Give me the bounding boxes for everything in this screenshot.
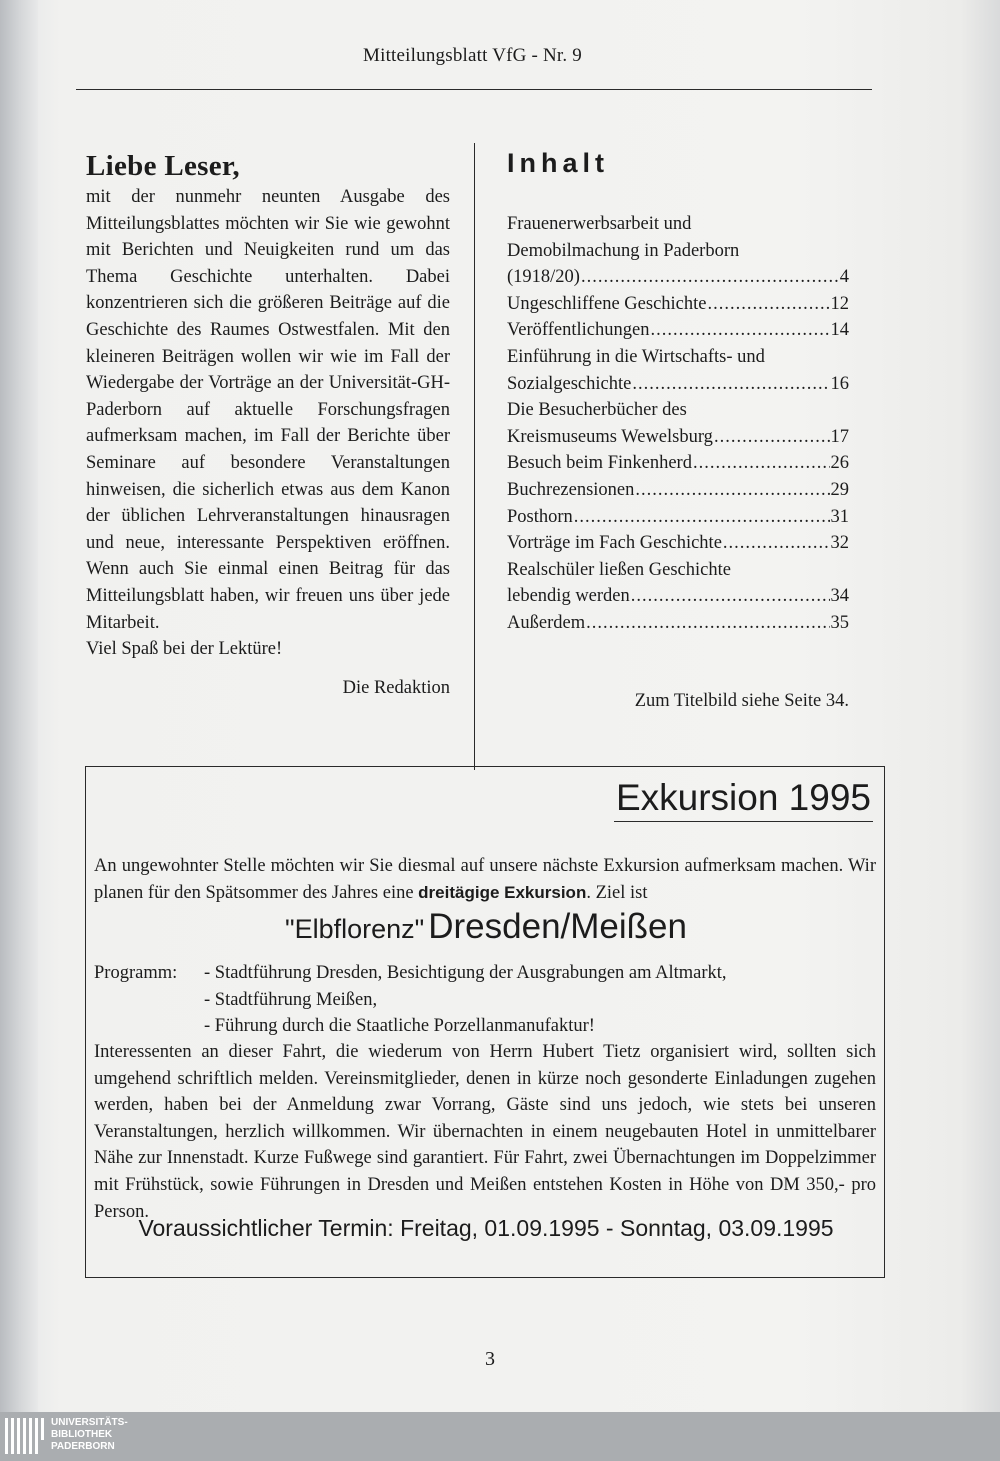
book-spine-shadow: [0, 0, 38, 1412]
toc-entry-row: [507, 477, 849, 504]
toc-entry-row: [507, 317, 849, 344]
cover-note: Zum Titelbild siehe Seite 34.: [634, 690, 849, 711]
excursion-intro-end: . Ziel ist: [586, 882, 648, 903]
editorial-body: mit der nunmehr neunten Ausgabe des Mitteilungsblattes möchten wir Sie wie gewohnt mit Berichten und Neuigkeiten rund um das Thema Geschichte unterhalten. Dabei konzentrieren sich die größeren Beiträge auf die Geschichte des Raumes Ostwestfalen. Mit den kleineren Beiträgen wollen wir wie im Fall der Wiedergabe der Vorträge an der Universität-GH-Paderborn auf aktuelle Forschungsfragen aufmerksam machen, im Fall der Berichte über Seminare auf besondere Veranstaltungen hinweisen, die sicherlich etwas aus dem Kanon der üblichen Lehrveranstaltungen hinausragen und neue, interessante Perspektiven eröffnen. Wenn auch Sie einmal einen Beitrag für das Mitteilungsblatt haben, wir freuen uns über jede Mitarbeit.: [86, 187, 450, 633]
toc-entry-title: Posthorn: [507, 506, 573, 527]
page-header-title: Mitteilungsblatt VfG - Nr. 9: [363, 45, 582, 66]
excursion-destination: [86, 907, 886, 947]
toc-entry-page: 16: [830, 373, 849, 394]
toc-entry-page: 26: [830, 453, 849, 474]
column-divider: [474, 143, 475, 770]
excursion-title-wrap: [614, 777, 873, 822]
toc-leader-dots: [714, 424, 830, 451]
toc-entry-row: [507, 291, 849, 318]
contents-heading: Inhalt: [507, 148, 609, 178]
toc-entry-row: [507, 371, 849, 398]
toc-entry-title: Buchrezensionen: [507, 479, 635, 500]
toc-entry-row: [507, 504, 849, 531]
toc-entry: [507, 211, 849, 291]
programme-item: - Stadtführung Dresden, Besichtigung der Ausgrabungen am Altmarkt,: [204, 963, 727, 983]
library-logo-icon: [5, 1418, 45, 1454]
toc-leader-dots: [631, 583, 830, 610]
toc-entry-page: 35: [830, 612, 849, 633]
page-number: 3: [485, 1348, 495, 1370]
toc-entry: [507, 504, 849, 531]
excursion-box: [85, 766, 885, 1278]
excursion-intro-bold: dreitägige Exkursion: [418, 882, 587, 902]
toc-leader-dots: [632, 371, 829, 398]
toc-entry-page: 17: [830, 426, 849, 447]
excursion-programme: [94, 960, 727, 1040]
editorial-closing: Viel Spaß bei der Lektüre!: [86, 639, 283, 660]
toc-entry-page: 32: [830, 533, 849, 554]
programme-item: - Stadtführung Meißen,: [204, 989, 378, 1010]
toc-entry-title-line: Demobilmachung in Paderborn: [507, 240, 740, 261]
toc-entry-title-line: Realschüler ließen Geschichte: [507, 559, 731, 580]
library-footer: [0, 1412, 1000, 1461]
contents-column: [507, 145, 849, 714]
toc-entry-title: (1918/20): [507, 267, 580, 288]
toc-entry-page: 34: [830, 586, 849, 607]
toc-entry-title: Kreismuseums Wewelsburg: [507, 426, 713, 447]
toc-entry-row: [507, 530, 849, 557]
toc-entry-page: 29: [830, 479, 849, 500]
toc-entry-title: Besuch beim Finkenherd: [507, 453, 692, 474]
toc-entry-page: 14: [830, 320, 849, 341]
toc-leader-dots: [574, 504, 830, 531]
library-name: UNIVERSITÄTS- BIBLIOTHEK PADERBORN: [51, 1417, 128, 1452]
toc-leader-dots: [723, 530, 830, 557]
excursion-intro: [94, 853, 876, 906]
toc-entry-page: 12: [830, 293, 849, 314]
toc-entry-row: [507, 610, 849, 637]
toc-leader-dots: [707, 291, 829, 318]
toc-entry-title: Veröffentlichungen: [507, 320, 650, 341]
excursion-date: Voraussichtlicher Termin: Freitag, 01.09.1995 - Sonntag, 03.09.1995: [138, 1215, 834, 1241]
toc-leader-dots: [586, 610, 829, 637]
toc-entry: [507, 610, 849, 637]
toc-leader-dots: [693, 450, 830, 477]
toc-entry-title: Vorträge im Fach Geschichte: [507, 533, 722, 554]
toc-entry: [507, 317, 849, 344]
toc-entry-title: Ungeschliffene Geschichte: [507, 293, 707, 314]
toc-entry-row: [507, 583, 849, 610]
toc-entry-title-line: Die Besucherbücher des: [507, 400, 687, 421]
toc-leader-dots: [581, 264, 839, 291]
toc-entry: [507, 344, 849, 397]
toc-entry: [507, 291, 849, 318]
excursion-intro-text: An ungewohnter Stelle möchten wir Sie diesmal auf unsere nächste Exkursion aufmerksam machen. Wir planen für den Spätsommer des Jahres eine: [94, 856, 876, 903]
toc-entry: [507, 450, 849, 477]
toc-entry-row: [507, 264, 849, 291]
toc-entry: [507, 477, 849, 504]
toc-entry-title-line: Frauenerwerbsarbeit und: [507, 214, 692, 234]
programme-label: Programm:: [94, 963, 178, 983]
toc-entry: [507, 397, 849, 450]
toc-entry-title: Sozialgeschichte: [507, 373, 632, 394]
toc-entry-row: [507, 450, 849, 477]
toc-entry-title: Außerdem: [507, 612, 586, 633]
excursion-info: Interessenten an dieser Fahrt, die wiederum von Herrn Hubert Tietz organisiert wird, sollten sich umgehend schriftlich melden. Vereinsmitglieder, denen in kürze noch gesonderte Einladungen zugehen werden, haben bei der Anmeldung zwar Vorrang, Gäste sind uns jedoch, wie stets bei unseren Veranstaltungen, herzlich willkommen. Wir übernachten in einem neugebauten Hotel in unmittelbarer Nähe zur Innenstadt. Kurze Fußwege sind garantiert. Für Fahrt, zwei Übernachtungen im Doppelzimmer mit Frühstück, sowie Führungen in Dresden und Meißen entstehen Kosten in Höhe von DM 350,- pro Person.: [94, 1042, 876, 1222]
table-of-contents: [507, 211, 849, 637]
destination-name: Dresden/Meißen: [428, 907, 687, 946]
header-rule: [76, 89, 872, 90]
programme-item: - Führung durch die Staatliche Porzellanmanufaktur!: [204, 1016, 595, 1037]
excursion-title: Exkursion 1995: [614, 777, 873, 822]
toc-entry-title-line: Einführung in die Wirtschafts- und: [507, 346, 765, 367]
destination-nickname: "Elbflorenz": [285, 914, 425, 944]
toc-entry-title: lebendig werden: [507, 586, 630, 607]
editorial-heading: Liebe Leser,: [86, 150, 240, 182]
toc-leader-dots: [635, 477, 829, 504]
toc-entry: [507, 557, 849, 610]
toc-entry-page: 31: [830, 506, 849, 527]
editorial-column: [86, 148, 450, 701]
toc-leader-dots: [650, 317, 829, 344]
toc-entry: [507, 530, 849, 557]
toc-entry-row: [507, 424, 849, 451]
editorial-signature: Die Redaktion: [342, 677, 450, 698]
toc-entry-page: 4: [839, 267, 849, 288]
